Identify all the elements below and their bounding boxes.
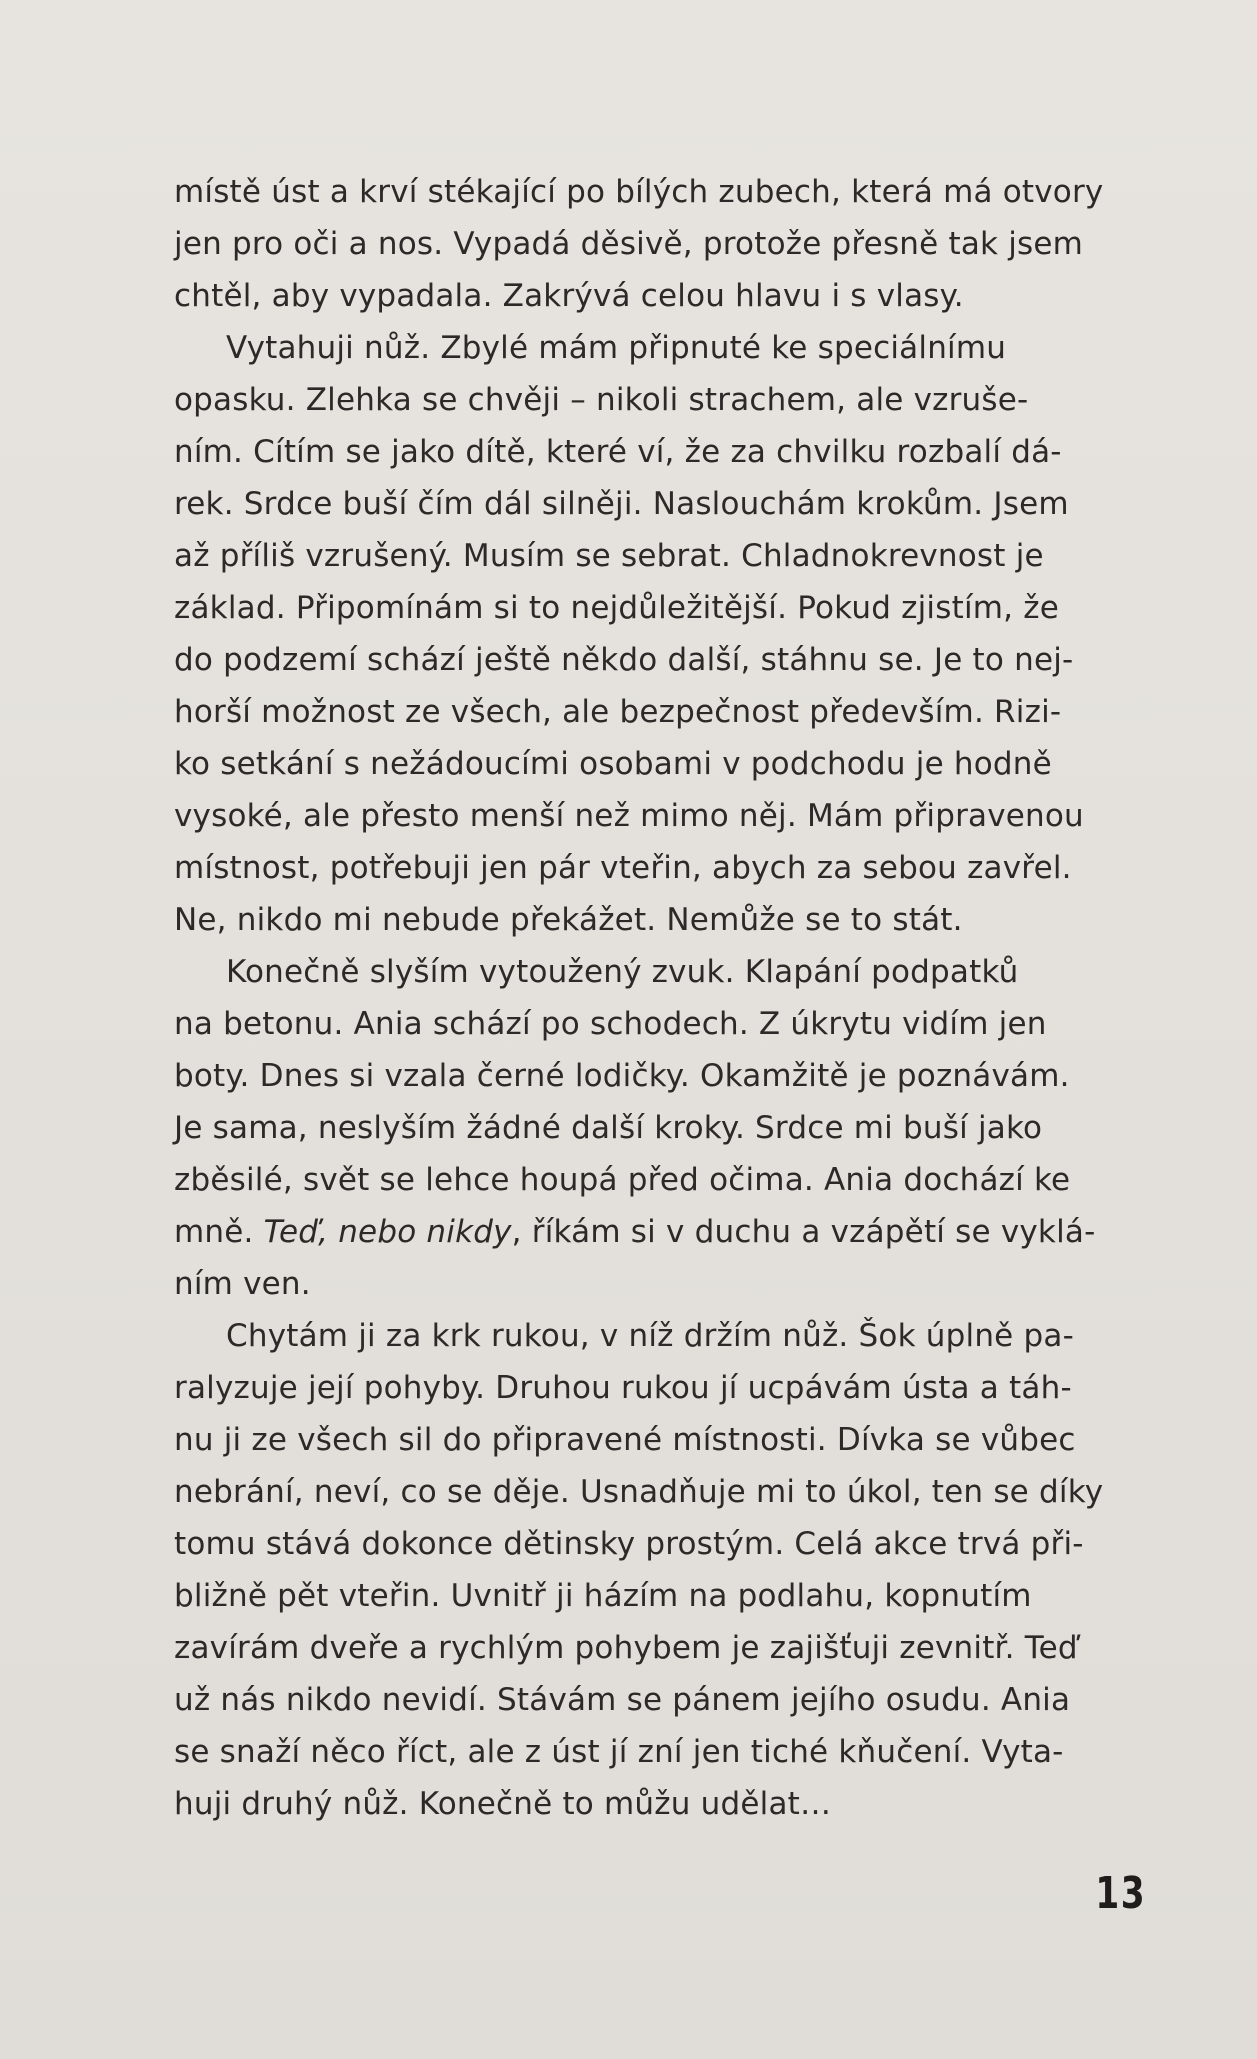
text-line: ním. Cítím se jako dítě, které ví, že za chvilku rozbalí dá- [174, 434, 1062, 470]
page-number: 13 [1095, 1868, 1146, 1919]
text-line: zavírám dveře a rychlým pohybem je zajišťuji zevnitř. Teď [174, 1630, 1078, 1666]
text-line: chtěl, aby vypadala. Zakrývá celou hlavu i s vlasy. [174, 278, 964, 314]
text-line: až příliš vzrušený. Musím se sebrat. Chladnokrevnost je [174, 538, 1044, 574]
text-line: huji druhý nůž. Konečně to můžu udělat… [174, 1786, 832, 1822]
text-span: mně. [174, 1214, 264, 1250]
text-line-with-italic [174, 1206, 1095, 1258]
text-line: do podzemí schází ještě někdo další, stáhnu se. Je to nej- [174, 642, 1074, 678]
text-line: Vytahuji nůž. Zbylé mám připnuté ke speciálnímu [226, 330, 1007, 366]
text-line: vysoké, ale přesto menší než mimo něj. Mám připravenou [174, 798, 1084, 834]
text-line: už nás nikdo nevidí. Stávám se pánem jejího osudu. Ania [174, 1682, 1071, 1718]
text-line: ko setkání s nežádoucími osobami v podchodu je hodně [174, 746, 1052, 782]
text-line: Konečně slyším vytoužený zvuk. Klapání podpatků [226, 954, 1019, 990]
text-line: se snaží něco říct, ale z úst jí zní jen tiché kňučení. Vyta- [174, 1734, 1064, 1770]
text-span: , říkám si v duchu a vzápětí se vyklá- [511, 1214, 1096, 1250]
text-line: nu ji ze všech sil do připravené místnosti. Dívka se vůbec [174, 1422, 1076, 1458]
text-line: místě úst a krví stékající po bílých zubech, která má otvory [174, 174, 1104, 210]
text-line: nebrání, neví, co se děje. Usnadňuje mi to úkol, ten se díky [174, 1474, 1104, 1510]
text-line: rek. Srdce buší čím dál silněji. Naslouchám krokům. Jsem [174, 486, 1069, 522]
text-line: Chytám ji za krk rukou, v níž držím nůž. Šok úplně pa- [226, 1318, 1074, 1354]
text-line: Ne, nikdo mi nebude překážet. Nemůže se to stát. [174, 902, 963, 938]
text-line: opasku. Zlehka se chvěji – nikoli strachem, ale vzruše- [174, 382, 1029, 418]
text-line: Je sama, neslyším žádné další kroky. Srdce mi buší jako [174, 1110, 1043, 1146]
text-line: na betonu. Ania schází po schodech. Z úkrytu vidím jen [174, 1006, 1047, 1042]
text-line: místnost, potřebuji jen pár vteřin, abych za sebou zavřel. [174, 850, 1072, 886]
text-line: jen pro oči a nos. Vypadá děsivě, protože přesně tak jsem [174, 226, 1084, 262]
text-line: zběsilé, svět se lehce houpá před očima. Ania dochází ke [174, 1162, 1071, 1198]
text-line: horší možnost ze všech, ale bezpečnost především. Rizi- [174, 694, 1062, 730]
text-line: tomu stává dokonce dětinsky prostým. Celá akce trvá při- [174, 1526, 1084, 1562]
text-line: boty. Dnes si vzala černé lodičky. Okamžitě je poznávám. [174, 1058, 1070, 1094]
text-line: ním ven. [174, 1266, 311, 1302]
italic-phrase: Teď, nebo nikdy [263, 1214, 512, 1250]
text-line: ralyzuje její pohyby. Druhou rukou jí ucpávám ústa a táh- [174, 1370, 1072, 1406]
text-line: bližně pět vteřin. Uvnitř ji házím na podlahu, kopnutím [174, 1578, 1032, 1614]
text-line: základ. Připomínám si to nejdůležitější. Pokud zjistím, že [174, 590, 1060, 626]
